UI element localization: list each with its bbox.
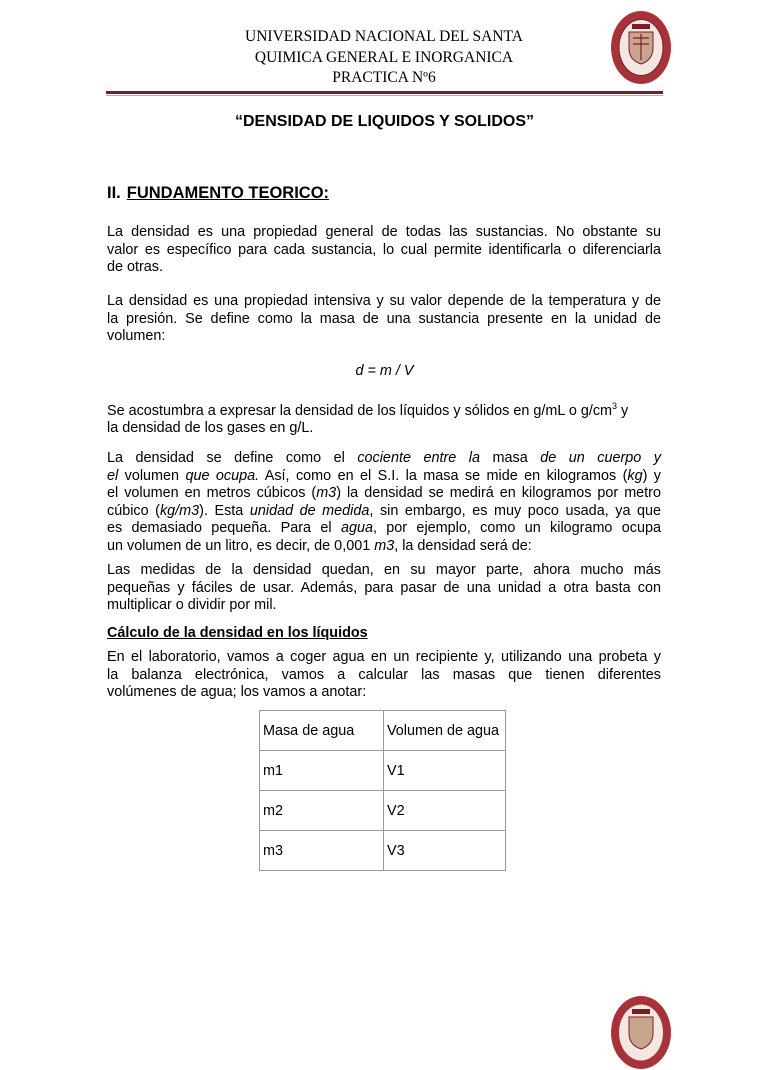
text-run: masa bbox=[479, 450, 541, 466]
text-run: volumen bbox=[118, 467, 186, 484]
text-run: agua bbox=[340, 520, 373, 537]
paragraph-3 bbox=[107, 398, 661, 438]
superscript: 3 bbox=[612, 401, 618, 411]
document-title: “DENSIDAD DE LIQUIDOS Y SOLIDOS” bbox=[234, 113, 534, 130]
text-line bbox=[107, 450, 661, 468]
course-name: QUIMICA GENERAL E INORGANICA bbox=[254, 48, 514, 66]
text-line: volúmenes de agua; los vamos a anotar: bbox=[107, 684, 367, 701]
text-run: el volumen en metros cúbicos ( bbox=[107, 485, 317, 502]
text-line: La densidad es una propiedad general de todas las sustancias. No obstante su bbox=[107, 224, 661, 240]
text-run: ) la densidad se medirá en kilogramos por metro bbox=[336, 485, 661, 502]
paragraph-4 bbox=[107, 450, 661, 556]
table-header-cell: Masa de agua bbox=[260, 711, 384, 751]
text-run: kg/m3 bbox=[159, 502, 200, 519]
paragraph-1 bbox=[107, 224, 661, 277]
text-line: la densidad de los gases en g/L. bbox=[107, 420, 314, 437]
text-run: y bbox=[617, 402, 629, 419]
table-row bbox=[260, 831, 506, 871]
section-title: FUNDAMENTO TEORICO: bbox=[126, 184, 330, 202]
text-run: que ocupa. bbox=[185, 467, 260, 484]
text-line bbox=[107, 485, 661, 503]
text-line: la balanza electrónica, vamos a calcular las masas que tienen diferentes bbox=[107, 666, 661, 683]
text-line: Las medidas de la densidad quedan, en su mayor parte, ahora mucho más bbox=[107, 562, 661, 578]
text-run: unidad de medida bbox=[249, 502, 370, 519]
text-run: el bbox=[107, 467, 119, 484]
text-line: multiplicar o dividir por mil. bbox=[107, 597, 277, 614]
text-run: m3 bbox=[374, 537, 395, 554]
university-seal-icon bbox=[610, 995, 672, 1070]
text-line bbox=[107, 538, 661, 556]
practice-number: PRACTICA Nº6 bbox=[332, 69, 436, 86]
data-table bbox=[259, 710, 506, 871]
table-header-row bbox=[260, 711, 506, 751]
text-run: ) y bbox=[642, 467, 661, 484]
text-line: de otras. bbox=[107, 259, 163, 276]
section-number: II. bbox=[107, 184, 121, 202]
subsection-heading: Cálculo de la densidad en los líquidos bbox=[107, 625, 368, 641]
text-line bbox=[107, 503, 661, 521]
text-run: m3 bbox=[316, 485, 337, 502]
text-run: de un cuerpo y bbox=[540, 450, 661, 466]
density-formula: d = m / V bbox=[355, 363, 414, 379]
table-row bbox=[260, 751, 506, 791]
table-cell: V2 bbox=[384, 791, 506, 831]
document-header bbox=[180, 27, 588, 89]
table-row bbox=[260, 791, 506, 831]
text-run: un volumen de un litro, es decir, de 0,001 bbox=[107, 537, 375, 554]
text-run: cúbico ( bbox=[107, 502, 160, 519]
text-line: volumen: bbox=[107, 328, 166, 345]
header-divider bbox=[106, 91, 663, 94]
paragraph-6 bbox=[107, 649, 661, 702]
text-run: Se acostumbra a expresar la densidad de los líquidos y sólidos en g/mL o g/cm bbox=[107, 402, 613, 419]
text-run: cociente entre la bbox=[357, 450, 480, 466]
text-run: Así, como en el S.I. la masa se mide en kilogramos ( bbox=[259, 467, 628, 484]
paragraph-5 bbox=[107, 562, 661, 615]
text-run: ). Esta bbox=[199, 502, 250, 519]
text-line: valor es específico para cada sustancia, lo cual permite identificarla o diferenciarla bbox=[107, 241, 661, 258]
text-run: , la densidad será de: bbox=[394, 537, 532, 554]
table-header-cell: Volumen de agua bbox=[384, 711, 506, 751]
university-seal-icon bbox=[610, 10, 672, 85]
text-run: , sin embargo, es muy poco usada, ya que bbox=[369, 502, 662, 519]
header-divider-thin bbox=[106, 95, 663, 96]
text-run: es demasiado pequeña. Para el bbox=[107, 520, 341, 537]
section-heading bbox=[107, 184, 329, 203]
table-cell: V1 bbox=[384, 751, 506, 791]
paragraph-2 bbox=[107, 293, 661, 346]
table-cell: m2 bbox=[260, 791, 384, 831]
table-cell: V3 bbox=[384, 831, 506, 871]
text-run: La densidad se define como el bbox=[107, 450, 358, 466]
table-cell: m3 bbox=[260, 831, 384, 871]
table-cell: m1 bbox=[260, 751, 384, 791]
text-line: En el laboratorio, vamos a coger agua en un recipiente y, utilizando una probeta y bbox=[107, 649, 661, 665]
university-name: UNIVERSIDAD NACIONAL DEL SANTA bbox=[245, 28, 523, 45]
text-line bbox=[107, 468, 661, 486]
text-line: pequeñas y fáciles de usar. Además, para pasar de una unidad a otra basta con bbox=[107, 579, 661, 596]
text-line: La densidad es una propiedad intensiva y su valor depende de la temperatura y de bbox=[107, 293, 661, 309]
text-line: la presión. Se define como la masa de una sustancia presente en la unidad de bbox=[107, 310, 661, 327]
text-run: kg bbox=[627, 467, 643, 484]
text-line bbox=[107, 398, 661, 420]
text-line bbox=[107, 520, 661, 538]
text-run: , por ejemplo, como un kilogramo ocupa bbox=[372, 520, 661, 537]
